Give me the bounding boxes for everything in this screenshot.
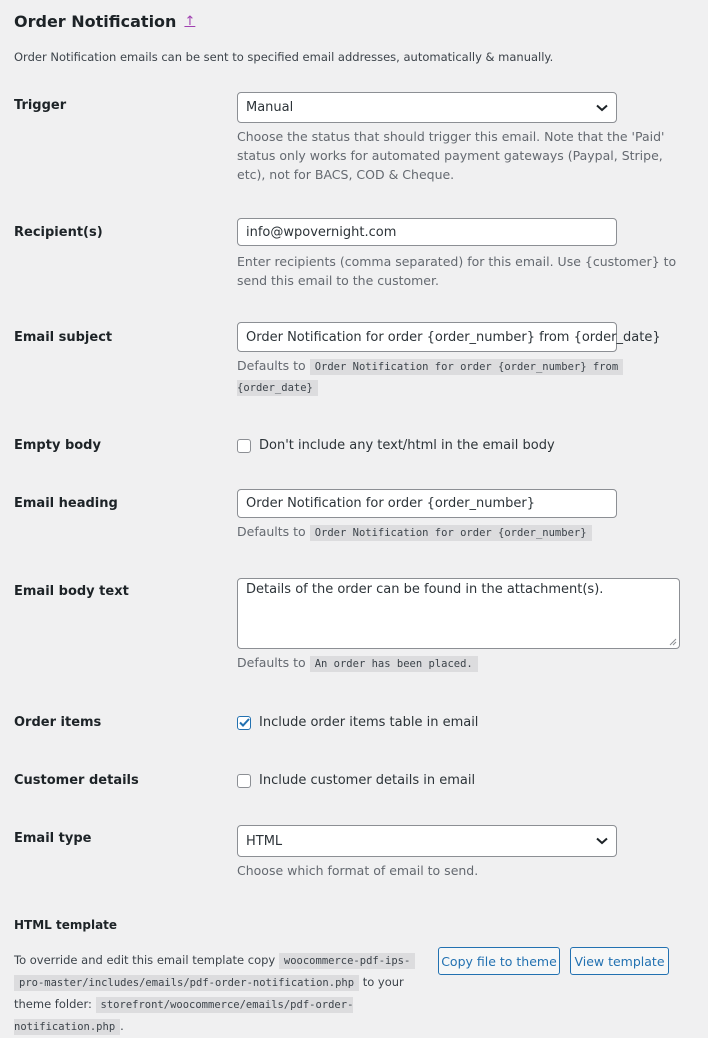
html-template-text-1: To override and edit this email template copy [14,953,276,967]
body-text-value: Details of the order can be found in the attachment(s). [246,582,604,597]
page-header [14,12,195,31]
subject-defaults [237,356,677,398]
customer-details-label: Customer details [14,773,139,788]
body-text-default-code: An order has been placed. [310,656,478,672]
body-text-defaults-prefix: Defaults to [237,655,306,670]
empty-body-checkbox[interactable] [237,439,251,453]
copy-file-to-theme-button[interactable]: Copy file to theme [438,947,560,975]
email-type-select-value: HTML [246,833,283,849]
customer-details-checkbox-label[interactable]: Include customer details in email [259,773,476,788]
email-type-help: Choose which format of email to send. [237,863,479,878]
chevron-down-icon [596,837,608,845]
trigger-select[interactable] [237,92,617,123]
body-text-defaults [237,653,478,674]
template-path-code-1a: woocommerce-pdf-ips- [279,953,415,969]
empty-body-row [237,438,555,453]
chevron-down-icon [596,104,608,112]
html-template-text-4: . [120,1019,124,1033]
html-template-label: HTML template [14,918,118,932]
email-type-select[interactable] [237,825,617,857]
recipients-label: Recipient(s) [14,225,103,240]
subject-label: Email subject [14,330,113,345]
trigger-label: Trigger [14,98,67,113]
template-path-code-1b: pro-master/includes/emails/pdf-order-notification.php [14,975,359,991]
heading-input[interactable] [237,489,617,518]
subject-default-code-1: Order Notification for order {order_number} from [310,359,623,375]
html-template-text-2: to your [362,975,404,989]
html-template-text-3: theme folder: [14,997,92,1011]
trigger-select-value: Manual [246,100,294,115]
empty-body-label: Empty body [14,438,101,453]
heading-label: Email heading [14,496,118,511]
customer-details-checkbox[interactable] [237,774,251,788]
template-path-code-2: storefront/woocommerce/emails/pdf-order-notification.php [14,999,354,1033]
trigger-help: Choose the status that should trigger this email. Note that the 'Paid' status only works for automated payment gateways (Paypal, Stripe, etc), not for BACS, COD & Cheque. [237,129,665,182]
order-items-checkbox-label[interactable]: Include order items table in email [259,715,479,730]
heading-input-value: Order Notification for order {order_number} [246,496,536,511]
resize-handle-icon[interactable] [669,638,677,646]
body-text-label: Email body text [14,584,129,599]
subject-default-code-2: {order_date} [237,380,318,396]
subject-input[interactable] [237,322,661,352]
email-type-label: Email type [14,831,92,846]
heading-default-code: Order Notification for order {order_number} [310,525,592,541]
order-items-label: Order items [14,715,102,730]
heading-defaults [237,522,592,543]
checkmark-icon [239,718,250,727]
html-template-description [14,950,432,1038]
empty-body-checkbox-label[interactable]: Don't include any text/html in the email body [259,438,555,453]
up-arrow-link-icon[interactable]: ↑ [184,14,196,29]
subject-defaults-prefix: Defaults to [237,358,306,373]
body-text-textarea[interactable] [237,578,680,649]
view-template-button[interactable]: View template [570,947,669,975]
recipients-help: Enter recipients (comma separated) for this email. Use {customer} to send this email to the customer. [237,254,677,288]
heading-defaults-prefix: Defaults to [237,524,306,539]
customer-details-row [237,773,475,788]
recipients-input-value: info@wpovernight.com [246,224,397,240]
recipients-input[interactable] [237,218,617,246]
page-description: Order Notification emails can be sent to specified email addresses, automatically & manually. [14,50,554,64]
order-items-checkbox[interactable] [237,716,251,730]
subject-input-value: Order Notification for order {order_number} from {order_date} [246,329,661,345]
order-items-row [237,715,478,730]
page-title: Order Notification [14,12,177,31]
